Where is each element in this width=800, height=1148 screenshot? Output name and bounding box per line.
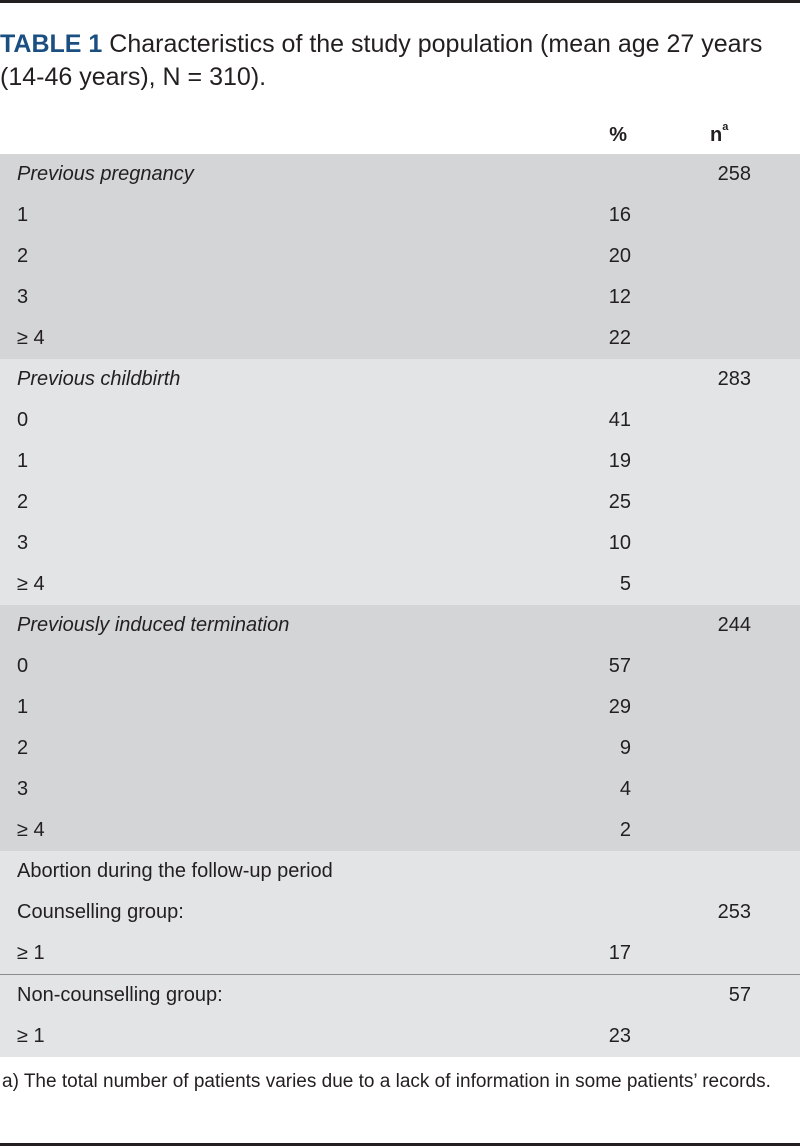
- header-n-footnote-mark: a: [722, 121, 729, 134]
- table-row: [0, 810, 800, 851]
- row-label: Abortion during the follow-up period: [17, 860, 333, 882]
- table-row: [0, 195, 800, 236]
- row-label: 3: [17, 286, 29, 308]
- table-caption: [0, 28, 790, 94]
- row-label: 3: [17, 532, 29, 554]
- table-row: [0, 892, 800, 933]
- row-label: Previously induced termination: [17, 614, 290, 636]
- bottom-rule: [0, 1143, 800, 1146]
- row-percent: 17: [608, 942, 631, 964]
- row-label: 2: [17, 245, 29, 267]
- row-label: 1: [17, 204, 29, 226]
- row-label: Previous pregnancy: [17, 163, 194, 185]
- row-label: 0: [17, 409, 29, 431]
- table-row: [0, 933, 800, 974]
- table-row: [0, 769, 800, 810]
- row-n: 244: [717, 614, 751, 636]
- row-label: ≥ 1: [17, 942, 45, 964]
- row-label: 1: [17, 450, 29, 472]
- top-rule: [0, 0, 800, 3]
- row-label: 2: [17, 737, 29, 759]
- row-label: 1: [17, 696, 29, 718]
- table-row: [0, 728, 800, 769]
- table-header: [0, 116, 800, 152]
- row-label: ≥ 4: [17, 819, 45, 841]
- row-percent: 4: [619, 778, 631, 800]
- table-row: [0, 687, 800, 728]
- row-percent: 29: [608, 696, 631, 718]
- row-percent: 23: [608, 1025, 631, 1047]
- table-row: [0, 277, 800, 318]
- table-title: Characteristics of the study population (mean age 27 years (14-46 years), N = 310).: [0, 30, 763, 91]
- table-row: [0, 851, 800, 892]
- row-label: 3: [17, 778, 29, 800]
- table-row: [0, 359, 800, 400]
- table-row: [0, 564, 800, 605]
- row-percent: 5: [619, 573, 631, 595]
- row-label: 0: [17, 655, 29, 677]
- row-percent: 12: [608, 286, 631, 308]
- header-n: [710, 121, 729, 147]
- table-row: [0, 441, 800, 482]
- row-n: 258: [717, 163, 751, 185]
- row-percent: 20: [608, 245, 631, 267]
- row-label: 2: [17, 491, 29, 513]
- table-row: [0, 400, 800, 441]
- table-row: [0, 1016, 800, 1057]
- row-percent: 16: [608, 204, 631, 226]
- row-label: ≥ 4: [17, 573, 45, 595]
- row-percent: 41: [608, 409, 631, 431]
- table-row: [0, 646, 800, 687]
- table-row: [0, 974, 800, 1016]
- row-percent: 9: [619, 737, 631, 759]
- row-label: Non-counselling group:: [17, 984, 223, 1006]
- table-label: TABLE 1: [0, 30, 103, 58]
- row-percent: 2: [619, 819, 631, 841]
- table-row: [0, 236, 800, 277]
- table-row: [0, 318, 800, 359]
- header-percent: %: [609, 124, 627, 146]
- row-label: ≥ 1: [17, 1025, 45, 1047]
- table-row: [0, 482, 800, 523]
- row-n: 57: [728, 984, 751, 1006]
- row-percent: 25: [608, 491, 631, 513]
- table-row: [0, 523, 800, 564]
- table-row: [0, 605, 800, 646]
- table-footnote: a) The total number of patients varies due to a lack of information in some patients’ records.: [2, 1071, 771, 1092]
- row-percent: 19: [608, 450, 631, 472]
- row-n: 253: [717, 901, 751, 923]
- data-table: [0, 154, 800, 1057]
- row-percent: 22: [608, 327, 631, 349]
- row-percent: 57: [608, 655, 631, 677]
- row-label: ≥ 4: [17, 327, 45, 349]
- row-label: Previous childbirth: [17, 368, 181, 390]
- row-n: 283: [717, 368, 751, 390]
- row-percent: 10: [608, 532, 631, 554]
- header-n-label: n: [710, 124, 723, 146]
- table-row: [0, 154, 800, 195]
- row-label: Counselling group:: [17, 901, 184, 923]
